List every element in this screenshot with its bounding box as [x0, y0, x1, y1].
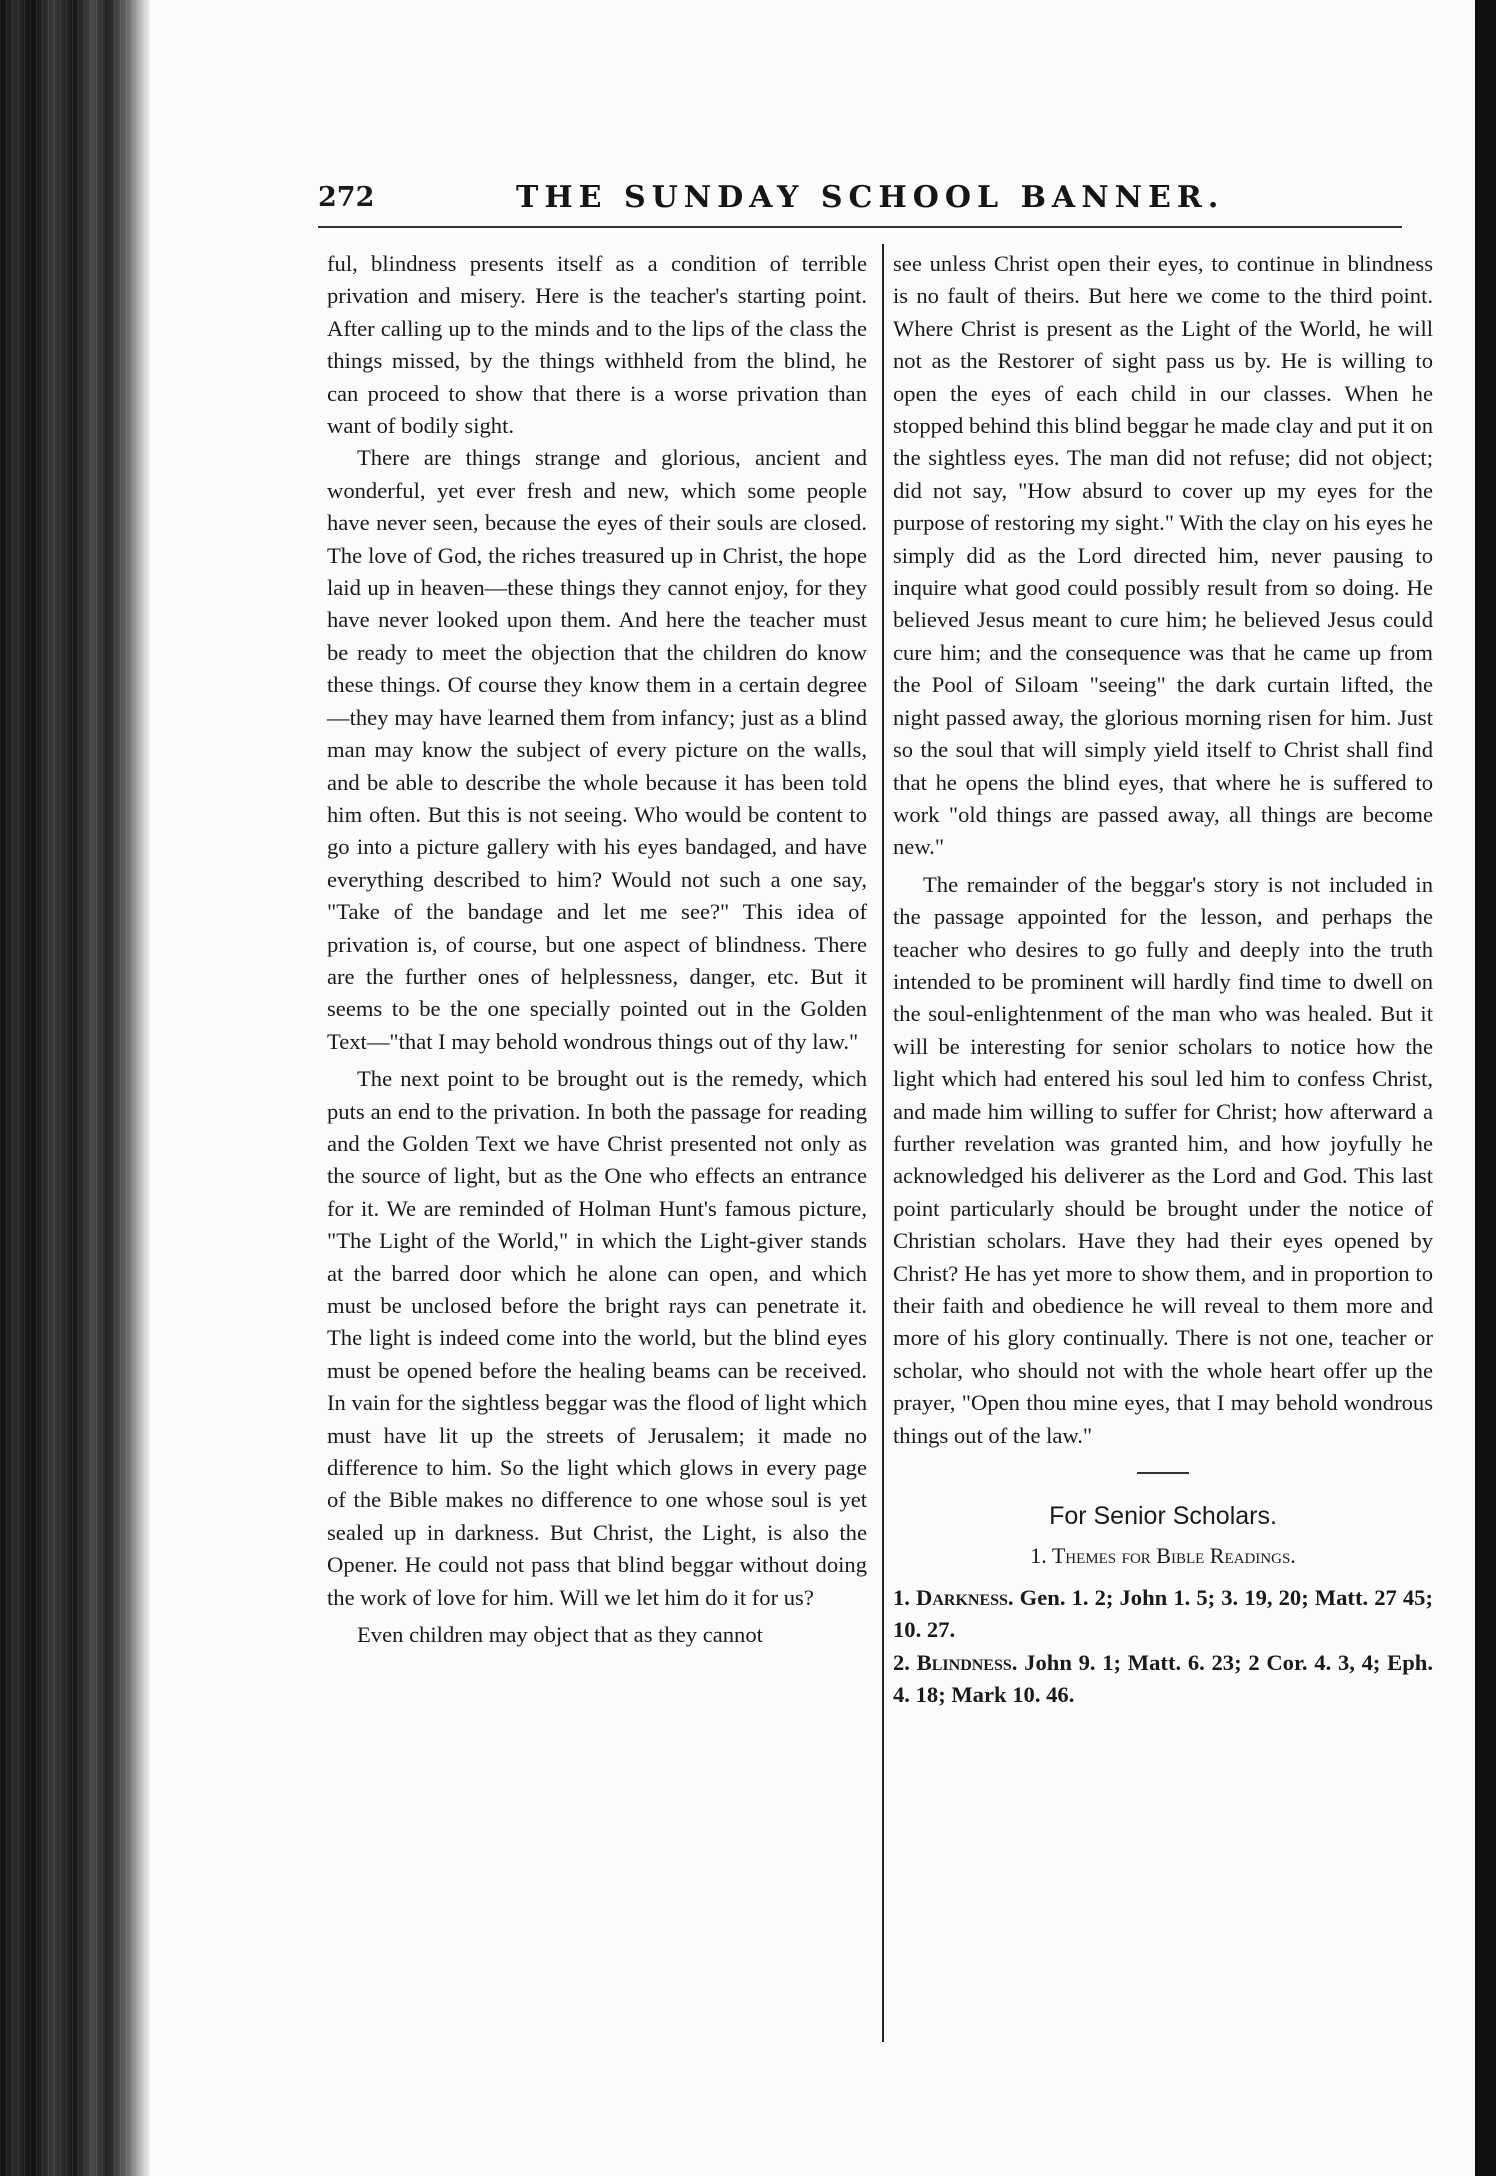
reference-label: 2. Blindness.: [893, 1649, 1018, 1675]
section-rule: [1137, 1472, 1189, 1474]
reference-label: 1. Darkness.: [893, 1585, 1014, 1611]
paragraph: Even children may object that as they cannot: [357, 1622, 763, 1648]
header-rule: [318, 226, 1402, 228]
reference-item: [893, 1647, 1433, 1712]
paragraph: The remainder of the beggar's story is not included in the passage appointed for the lesson, and perhaps the teacher who desires to go fully and deeply into the truth intended to be prominent will hardly find time to dwell on the soul-enlightenment of the man who was healed. But it will be interesting for senior scholars to notice how the light which had entered his soul led him to confess Christ, and made him willing to suffer for Christ; how afterward a further revelation was granted him, and how joyfully he acknowledged his deliverer as the Lord and God. This last point particularly should be brought under the notice of Christian scholars. Have they had their eyes opened by Christ? He has yet more to show them, and in proportion to their faith and obedience he will reveal to them more and more of his glory continually. There is not one, teacher or scholar, who should not with the whole heart offer up the prayer, "Open thou mine eyes, that I may behold wondrous things out of the law.": [893, 871, 1433, 1448]
reference-item: [893, 1582, 1433, 1647]
running-title: THE SUNDAY SCHOOL BANNER.: [516, 180, 1225, 215]
paragraph: The next point to be brought out is the remedy, which puts an end to the privation. In both the passage for reading and the Golden Text we have Christ presented not only as the source of light, but as the One who effects an entrance for it. We are reminded of Holman Hunt's famous picture, "The Light of the World," in which the Light-giver stands at the barred door which he alone can open, and which must be unclosed before the bright rays can penetrate it. The light is indeed come into the world, but the blind eyes must be opened before the healing beams can be received. In vain for the sightless beggar was the flood of light which must have lit up the streets of Jerusalem; it made no difference to him. So the light which glows in every page of the Bible makes no difference to one whose soul is yet sealed up in darkness. But Christ, the Light, is also the Opener. He could not pass that blind beggar without doing the work of love for him. Will we let him do it for us?: [327, 1066, 867, 1610]
page-header: [318, 178, 1402, 230]
scan-edge: [1475, 0, 1496, 2176]
paragraph: ful, blindness presents itself as a condition of terrible privation and misery. Here is the teacher's starting point. After calling up to the minds and to the lips of the class the things missed, by the things withheld from the blind, he can proceed to show that there is a worse privation than want of bodily sight.: [327, 251, 867, 439]
right-column: [893, 248, 1433, 1712]
subheading: 1. Themes for Bible Readings.: [1030, 1543, 1296, 1569]
left-column: [327, 248, 867, 1651]
spine-texture: [0, 0, 150, 2176]
reference-text: John 9. 1; Matt. 6. 23; 2 Cor. 4. 3, 4; Eph. 4. 18; Mark 10. 46.: [893, 1649, 1434, 1708]
paragraph: see unless Christ open their eyes, to continue in blindness is no fault of theirs. But here we come to the third point. Where Christ is present as the Light of the World, he will not as the Restorer of sight pass us by. He is willing to open the eyes of each child in our classes. When he stopped behind this blind beggar he made clay and put it on the sightless eyes. The man did not refuse; did not object; did not say, "How absurd to cover up my eyes for the purpose of restoring my sight." With the clay on his eyes he simply did as the Lord directed him, never pausing to inquire what good could possibly result from so doing. He believed Jesus meant to cure him; he believed Jesus could cure him; and the consequence was that he came up from the Pool of Siloam "seeing" the dark curtain lifted, the night passed away, the glorious morning risen for him. Just so the soul that will simply yield itself to Christ shall find that he opens the blind eyes, that where he is suffered to work "old things are passed away, all things are become new.": [893, 251, 1434, 860]
page-number: 272: [318, 182, 375, 213]
column-divider: [882, 244, 884, 2042]
paragraph: There are things strange and glorious, ancient and wonderful, yet ever fresh and new, which some people have never seen, because the eyes of their souls are closed. The love of God, the riches treasured up in Christ, the hope laid up in heaven—these things they cannot enjoy, for they have never looked upon them. And here the teacher must be ready to meet the objection that the children do know these things. Of course they know them in a certain degree—they may have learned them from infancy; just as a blind man may know the subject of every picture on the walls, and be able to describe the whole because it has been told him often. But this is not seeing. Who would be content to go into a picture gallery with his eyes bandaged, and have everything described to him? Would not such a one say, "Take of the bandage and let me see?" This idea of privation is, of course, but one aspect of blindness. There are the further ones of helplessness, danger, etc. But it seems to be the one specially pointed out in the Golden Text—"that I may behold wondrous things out of thy law.": [327, 445, 867, 1054]
reference-text: Gen. 1. 2; John 1. 5; 3. 19, 20; Matt. 27 45; 10. 27.: [893, 1585, 1433, 1643]
section-heading: For Senior Scholars.: [1049, 1502, 1277, 1531]
